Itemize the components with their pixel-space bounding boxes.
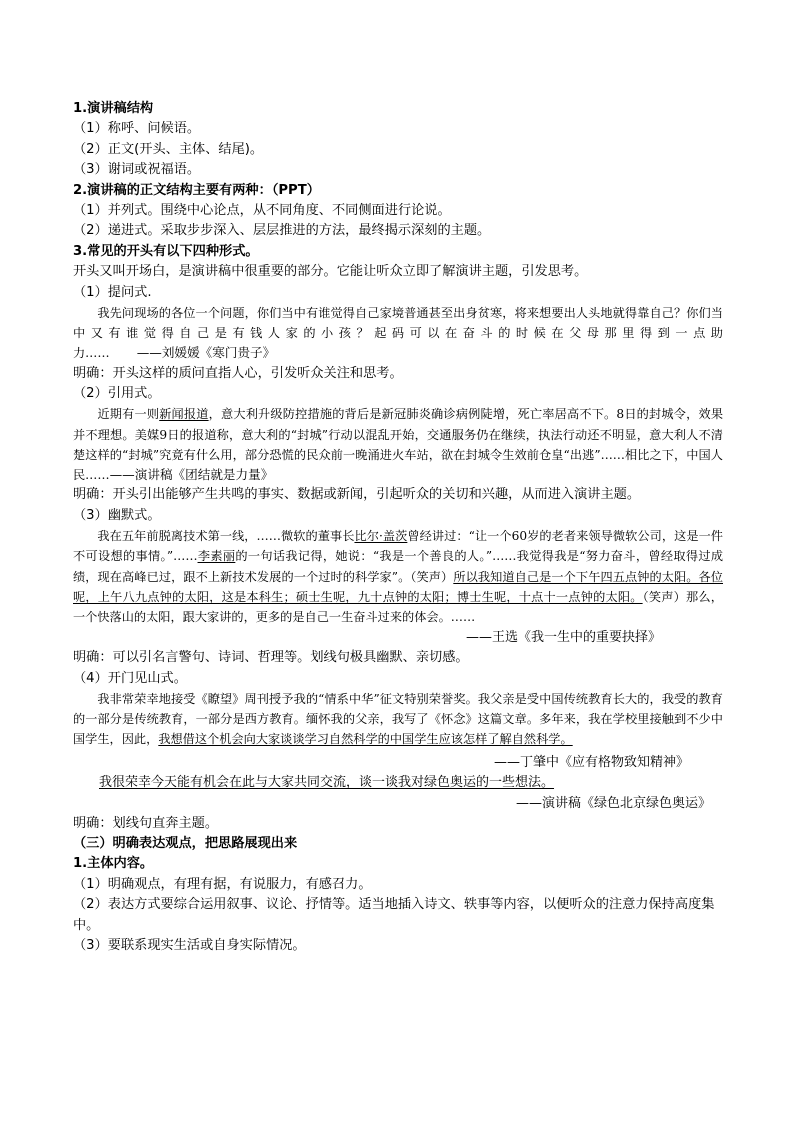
quote-source: ——王选《我一生中的重要抉择》 [465, 630, 661, 646]
quote-text: （笑声）那么，一个快落山的太阳，跟大家讲的，更多的是自己一生奋斗过来的体会。…… [73, 589, 723, 624]
section-citation-title: （2）引用式。 [73, 386, 161, 402]
quote-text: 我先问现场的各位一个问题，你们当中有谁觉得自己家境普通甚至出身贫寒，将来想要出人头地就得靠自己？你们当中又有谁觉得自己是有钱人家的小孩？起码可以在奋斗的时候在父母那里得到一点助力…… [73, 306, 723, 361]
note-humor: 明确：可以引名言警句、诗词、哲理等。划线句极具幽默、亲切感。 [73, 650, 469, 666]
quote-source: ——刘媛媛《寒门贵子》 [136, 345, 276, 361]
document-body [73, 99, 723, 956]
heading-body-structure: 2.演讲稿的正文结构主要有两种：（PPT） [73, 182, 320, 198]
quote-link-news: 新闻报道 [159, 407, 209, 422]
quote-text: 近期有一则 [97, 407, 160, 422]
quote-underlined: 比尔·盖茨 [354, 529, 408, 544]
quote-underlined: 李素丽 [197, 549, 236, 564]
quote-underlined: 我想借这个机会向大家谈谈学习自然科学的中国学生应该怎样了解自然科学。 [158, 732, 573, 747]
quote-text: 曾经讲过：“让一个60岁的老者来领导微软公司，这是一件不可设想的事情。”…… [73, 529, 723, 564]
heading-main-content: 1.主体内容。 [73, 856, 154, 872]
section-direct-title: （4）开门见山式。 [73, 670, 187, 686]
quote-underlined: 所以我知道自己是一个下午四五点钟的太阳。各位呢，上午八九点钟的太阳，这是本科生；硕士生呢，九十点钟的太阳；博士生呢，十点十一点钟的太阳。 [73, 569, 723, 604]
section-humor-title: （3）幽默式。 [73, 507, 161, 523]
intro-paragraph: 开头又叫开场白，是演讲稿中很重要的部分。它能让听众立即了解演讲主题，引发思考。 [73, 264, 588, 280]
humor-quote [73, 526, 723, 627]
question-quote [73, 303, 723, 364]
heading-opening-forms: 3.常见的开头有以下四种形式。 [73, 243, 259, 259]
quote-text: 的一句话我记得，她说：“我是一个善良的人。”……我觉得我是“努力奋斗，曾经取得过成绩，现在高峰已过，跟不上新技术发展的一个过时的科学家”。（笑声） [73, 549, 724, 584]
list-item: （2）正文(开头、主体、结尾)。 [73, 141, 264, 157]
citation-quote [73, 404, 723, 485]
note-citation: 明确：开头引出能够产生共鸣的事实、数据或新闻，引起听众的关切和兴趣，从而进入演讲主题。 [73, 487, 641, 503]
list-item: （3）谢词或祝福语。 [73, 162, 201, 178]
quote-source: ——丁肇中《应有格物致知精神》 [493, 754, 689, 770]
list-item: （1）并列式。围绕中心论点，从不同角度、不同侧面进行论说。 [73, 203, 451, 219]
quote-source: ——演讲稿《绿色北京绿色奥运》 [515, 795, 711, 811]
list-item: （2）递进式。采取步步深入、层层推进的方法，最终揭示深刻的主题。 [73, 223, 491, 239]
list-item: （1）明确观点，有理有据，有说服力，有感召力。 [73, 876, 372, 892]
note-direct: 明确：划线句直奔主题。 [73, 815, 219, 831]
section-question-title: （1）提问式. [73, 284, 152, 300]
list-item: （3）要联系现实生活或自身实际情况。 [73, 937, 306, 953]
note-question: 明确：开头这样的质问直指人心，引发听众关注和思考。 [73, 365, 403, 381]
quote-text: ，意大利升级防控措施的背后是新冠肺炎确诊病例陡增，死亡率居高不下。8日的封城令，效果并不理想。美媒9日的报道称，意大利的“封城”行动以混乱开始，交通服务仍在继续，执法行动还不明显，意大利人不清楚这样的“封城”究竟有什么用，部分恐慌的民众前一晚涌进火车站，欲在封城令生效前仓皇“出逃”……相比之下，中国人民…… [73, 407, 724, 483]
heading-speech-structure: 1.演讲稿结构 [73, 101, 154, 116]
direct-quote [73, 689, 723, 750]
quote-source: ——演讲稿《团结就是力量》 [109, 467, 274, 483]
heading-express-views: （三）明确表达观点，把思路展现出来 [73, 835, 298, 851]
quote-text: 我非常荣幸地接受《瞭望》周刊授予我的“情系中华”征文特别荣誉奖。我父亲是受中国传统教育长大的，我受的教育的一部分是传统教育，一部分是西方教育。缅怀我的父亲，我写了《怀念》这篇文章。多年来，我在学校里接触到不少中国学生，因此， [73, 691, 723, 747]
list-item: （1）称呼、问候语。 [73, 121, 201, 137]
list-item: （2）表达方式要综合运用叙事、议论、抒情等。适当地插入诗文、轶事等内容，以便听众的注意力保持高度集中。 [73, 897, 715, 933]
extra-example-sentence: 我很荣幸今天能有机会在此与大家共同交流，谈一谈我对绿色奥运的一些想法。 [99, 774, 555, 790]
quote-text: 我在五年前脱离技术第一线，……微软的董事长 [97, 529, 355, 544]
